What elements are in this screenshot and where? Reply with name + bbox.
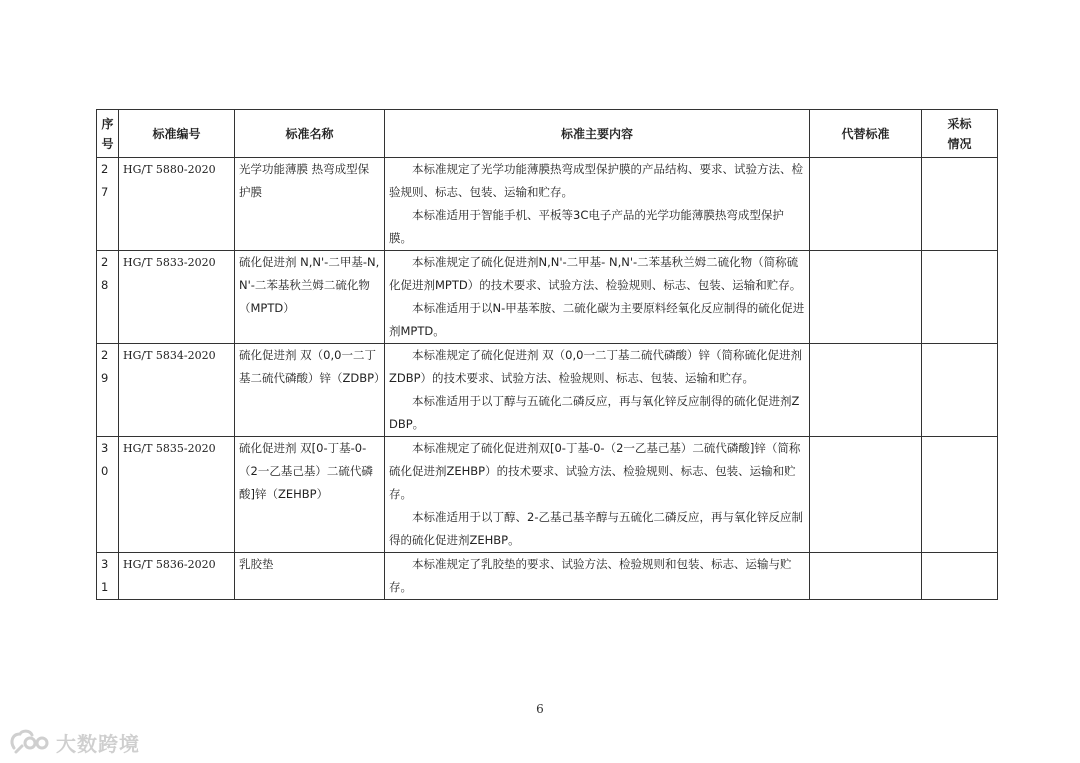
adoption-status bbox=[922, 251, 998, 344]
standard-code: HG/T 5834-2020 bbox=[119, 344, 235, 437]
watermark bbox=[8, 727, 140, 757]
content-paragraph: 本标准规定了硫化促进剂双[0-丁基-0-（2一乙基己基）二硫代磷酸]锌（简称硫化促进剂ZEHBP）的技术要求、试验方法、检验规则、标志、包装、运输和贮存。 bbox=[389, 441, 801, 501]
replaced-standard bbox=[810, 158, 922, 251]
table-header-row bbox=[97, 110, 998, 158]
table-row bbox=[97, 553, 998, 600]
standard-content bbox=[385, 437, 810, 553]
standard-content bbox=[385, 251, 810, 344]
standard-code: HG/T 5835-2020 bbox=[119, 437, 235, 553]
adoption-status bbox=[922, 158, 998, 251]
table-row bbox=[97, 437, 998, 553]
watermark-text: 大数跨境 bbox=[56, 731, 140, 756]
content-paragraph: 本标准规定了硫化促进剂N,N'-二甲基- N,N'-二苯基秋兰姆二硫化物（简称硫化促进剂MPTD）的技术要求、试验方法、检验规则、标志、包装、运输和贮存。 bbox=[389, 255, 802, 292]
standard-code: HG/T 5880-2020 bbox=[119, 158, 235, 251]
standard-content bbox=[385, 344, 810, 437]
table-row bbox=[97, 344, 998, 437]
row-number: 28 bbox=[97, 251, 119, 344]
replaced-standard bbox=[810, 251, 922, 344]
replaced-standard bbox=[810, 437, 922, 553]
table-row bbox=[97, 251, 998, 344]
header-replace: 代替标准 bbox=[810, 110, 922, 158]
row-number: 29 bbox=[97, 344, 119, 437]
header-code: 标准编号 bbox=[119, 110, 235, 158]
content-paragraph: 本标准适用于以丁醇、2-乙基己基辛醇与五硫化二磷反应，再与氧化锌反应制得的硫化促进剂ZEHBP。 bbox=[389, 510, 803, 547]
adoption-status bbox=[922, 437, 998, 553]
standard-name: 硫化促进剂 双（0,0一二丁基二硫代磷酸）锌（ZDBP） bbox=[235, 344, 385, 437]
standard-code: HG/T 5836-2020 bbox=[119, 553, 235, 600]
page-number: 6 bbox=[536, 702, 544, 716]
row-number: 31 bbox=[97, 553, 119, 600]
row-number: 30 bbox=[97, 437, 119, 553]
standard-content bbox=[385, 553, 810, 600]
table-row bbox=[97, 158, 998, 251]
brand-logo-icon bbox=[8, 728, 52, 756]
standard-code: HG/T 5833-2020 bbox=[119, 251, 235, 344]
content-paragraph: 本标准适用于以N-甲基苯胺、二硫化碳为主要原料经氧化反应制得的硫化促进剂MPTD。 bbox=[389, 301, 805, 338]
standard-content bbox=[385, 158, 810, 251]
content-paragraph: 本标准规定了乳胶垫的要求、试验方法、检验规则和包装、标志、运输与贮存。 bbox=[389, 557, 792, 594]
standard-name: 硫化促进剂 N,N'-二甲基-N,N'-二苯基秋兰姆二硫化物（MPTD） bbox=[235, 251, 385, 344]
replaced-standard bbox=[810, 344, 922, 437]
header-content: 标准主要内容 bbox=[385, 110, 810, 158]
content-paragraph: 本标准规定了光学功能薄膜热弯成型保护膜的产品结构、要求、试验方法、检验规则、标志、包装、运输和贮存。 bbox=[389, 162, 803, 199]
replaced-standard bbox=[810, 553, 922, 600]
standard-name: 光学功能薄膜 热弯成型保护膜 bbox=[235, 158, 385, 251]
header-name: 标准名称 bbox=[235, 110, 385, 158]
header-seq: 序号 bbox=[97, 110, 119, 158]
row-number: 27 bbox=[97, 158, 119, 251]
content-paragraph: 本标准适用于智能手机、平板等3C电子产品的光学功能薄膜热弯成型保护膜。 bbox=[389, 208, 784, 245]
adoption-status bbox=[922, 553, 998, 600]
standard-name: 硫化促进剂 双[0-丁基-0-（2一乙基己基）二硫代磷酸]锌（ZEHBP） bbox=[235, 437, 385, 553]
standard-name: 乳胶垫 bbox=[235, 553, 385, 600]
content-paragraph: 本标准适用于以丁醇与五硫化二磷反应，再与氧化锌反应制得的硫化促进剂ZDBP。 bbox=[389, 394, 800, 431]
adoption-status bbox=[922, 344, 998, 437]
standards-table bbox=[96, 109, 998, 600]
header-adopt: 采标情况 bbox=[922, 110, 998, 158]
content-paragraph: 本标准规定了硫化促进剂 双（0,0一二丁基二硫代磷酸）锌（简称硫化促进剂ZDBP）的技术要求、试验方法、检验规则、标志、包装、运输和贮存。 bbox=[389, 348, 802, 385]
